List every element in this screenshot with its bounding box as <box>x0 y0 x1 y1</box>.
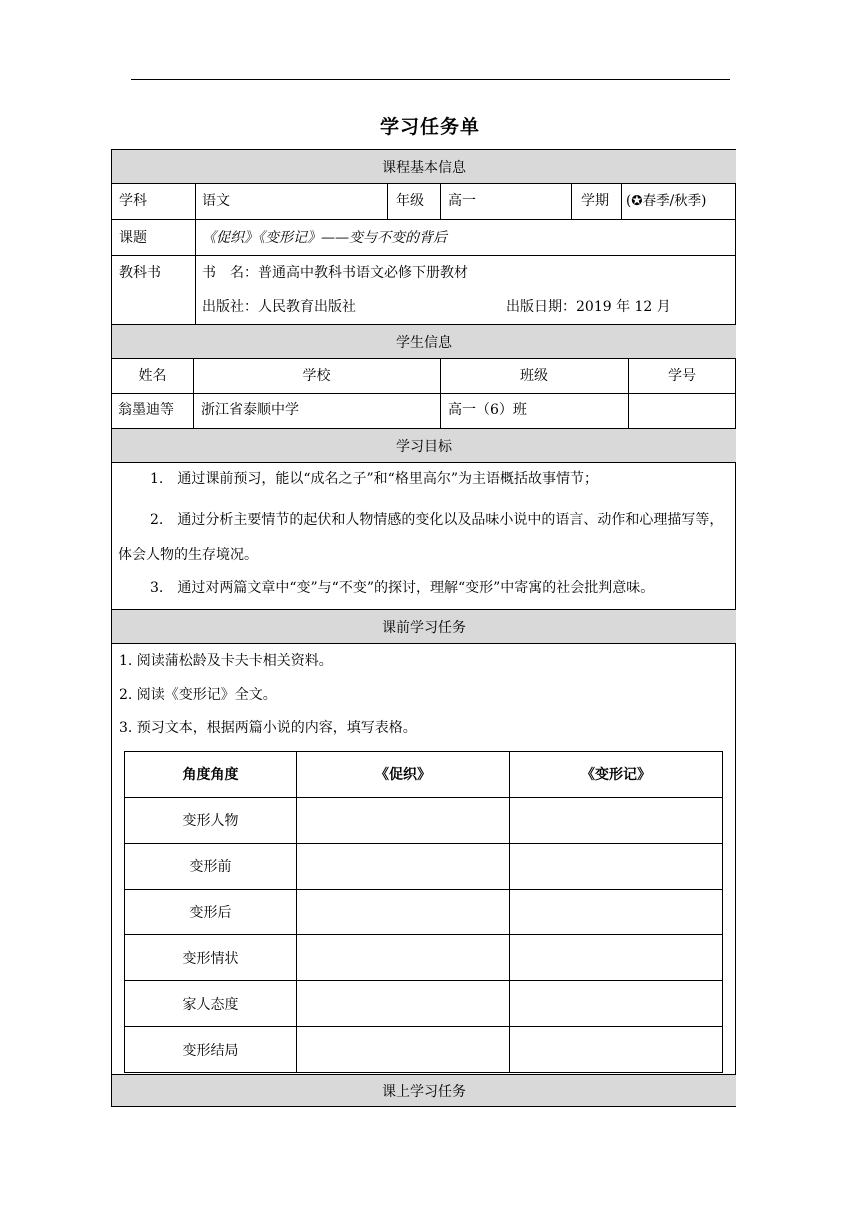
row-label: 变形结局 <box>125 1027 297 1073</box>
col-divider <box>571 184 572 219</box>
row-label: 变形前 <box>125 843 297 889</box>
topic-label: 课题 <box>119 230 147 246</box>
row-divider <box>112 393 736 394</box>
goal-item-3: 3. 通过对两篇文章中“变”与“不变”的探讨，理解“变形”中寄寓的社会批判意味。 <box>150 580 655 596</box>
cuzhi-cell[interactable] <box>297 797 510 843</box>
col-divider <box>621 184 622 219</box>
cuzhi-cell[interactable] <box>297 843 510 889</box>
in-class-tasks-header: 课上学习任务 <box>112 1074 736 1107</box>
row-label: 变形人物 <box>125 797 297 843</box>
term-label: 学期 <box>581 193 609 209</box>
table-header-angle: 角度角度 <box>125 752 297 798</box>
subject-value: 语文 <box>202 193 230 209</box>
goal-item-2: 2. 通过分析主要情节的起伏和人物情感的变化以及品味小说中的语言、动作和心理描写等，体会人物的生存境况。 <box>118 512 724 563</box>
col-divider <box>440 184 441 219</box>
metamorphosis-cell[interactable] <box>510 843 723 889</box>
course-info-header: 课程基本信息 <box>112 149 736 184</box>
metamorphosis-cell[interactable] <box>510 1027 723 1073</box>
grade-label: 年级 <box>396 193 424 209</box>
term-value: (✪春季/秋季) <box>626 193 707 209</box>
grade-value: 高一 <box>448 193 476 209</box>
table-row <box>125 981 723 1027</box>
cuzhi-cell[interactable] <box>297 935 510 981</box>
table-row <box>125 1027 723 1073</box>
textbook-label: 教科书 <box>119 265 161 281</box>
subject-label: 学科 <box>119 193 147 209</box>
metamorphosis-cell[interactable] <box>510 797 723 843</box>
cuzhi-cell[interactable] <box>297 1027 510 1073</box>
table-header-cuzhi: 《促织》 <box>297 752 510 798</box>
document-title: 学习任务单 <box>379 116 480 138</box>
pre-task-item-2: 2. 阅读《变形记》全文。 <box>119 687 277 703</box>
table-header-row <box>125 752 723 798</box>
header-rule <box>131 79 730 80</box>
cuzhi-cell[interactable] <box>297 889 510 935</box>
goals-header: 学习目标 <box>112 428 736 463</box>
student-col-school: 学校 <box>302 368 331 384</box>
table-row <box>125 843 723 889</box>
col-divider <box>387 184 388 219</box>
student-col-name: 姓名 <box>138 368 167 384</box>
student-info-header: 学生信息 <box>112 324 736 359</box>
metamorphosis-cell[interactable] <box>510 935 723 981</box>
student-col-class: 班级 <box>520 368 548 384</box>
student-name-value: 翁墨迪等 <box>118 402 174 418</box>
metamorphosis-cell[interactable] <box>510 889 723 935</box>
metamorphosis-cell[interactable] <box>510 981 723 1027</box>
textbook-name: 书 名：普通高中教科书语文必修下册教材 <box>202 265 468 281</box>
row-label: 变形后 <box>125 889 297 935</box>
textbook-pub-date: 出版日期：2019 年 12 月 <box>506 299 671 315</box>
table-row <box>125 797 723 843</box>
col-divider <box>195 184 196 324</box>
table-row <box>125 889 723 935</box>
table-row <box>125 935 723 981</box>
row-divider <box>112 219 736 220</box>
pre-task-item-1: 1. 阅读蒲松龄及卡夫卡相关资料。 <box>119 653 333 669</box>
student-col-id: 学号 <box>668 368 696 384</box>
student-school-value: 浙江省泰顺中学 <box>201 402 299 418</box>
goal-item-1: 1. 通过课前预习，能以“成名之子”和“格里高尔”为主语概括故事情节； <box>150 471 598 487</box>
pre-task-item-3: 3. 预习文本，根据两篇小说的内容，填写表格。 <box>119 720 417 736</box>
row-label: 家人态度 <box>125 981 297 1027</box>
topic-value: 《促织》《变形记》——变与不变的背后 <box>202 230 447 246</box>
row-divider <box>112 255 736 256</box>
student-class-value: 高一（6）班 <box>448 402 527 418</box>
pre-tasks-header: 课前学习任务 <box>112 609 736 644</box>
cuzhi-cell[interactable] <box>297 981 510 1027</box>
comparison-table <box>124 751 723 1073</box>
textbook-publisher: 出版社：人民教育出版社 <box>202 299 356 315</box>
table-header-metamorphosis: 《变形记》 <box>510 752 723 798</box>
row-label: 变形情状 <box>125 935 297 981</box>
